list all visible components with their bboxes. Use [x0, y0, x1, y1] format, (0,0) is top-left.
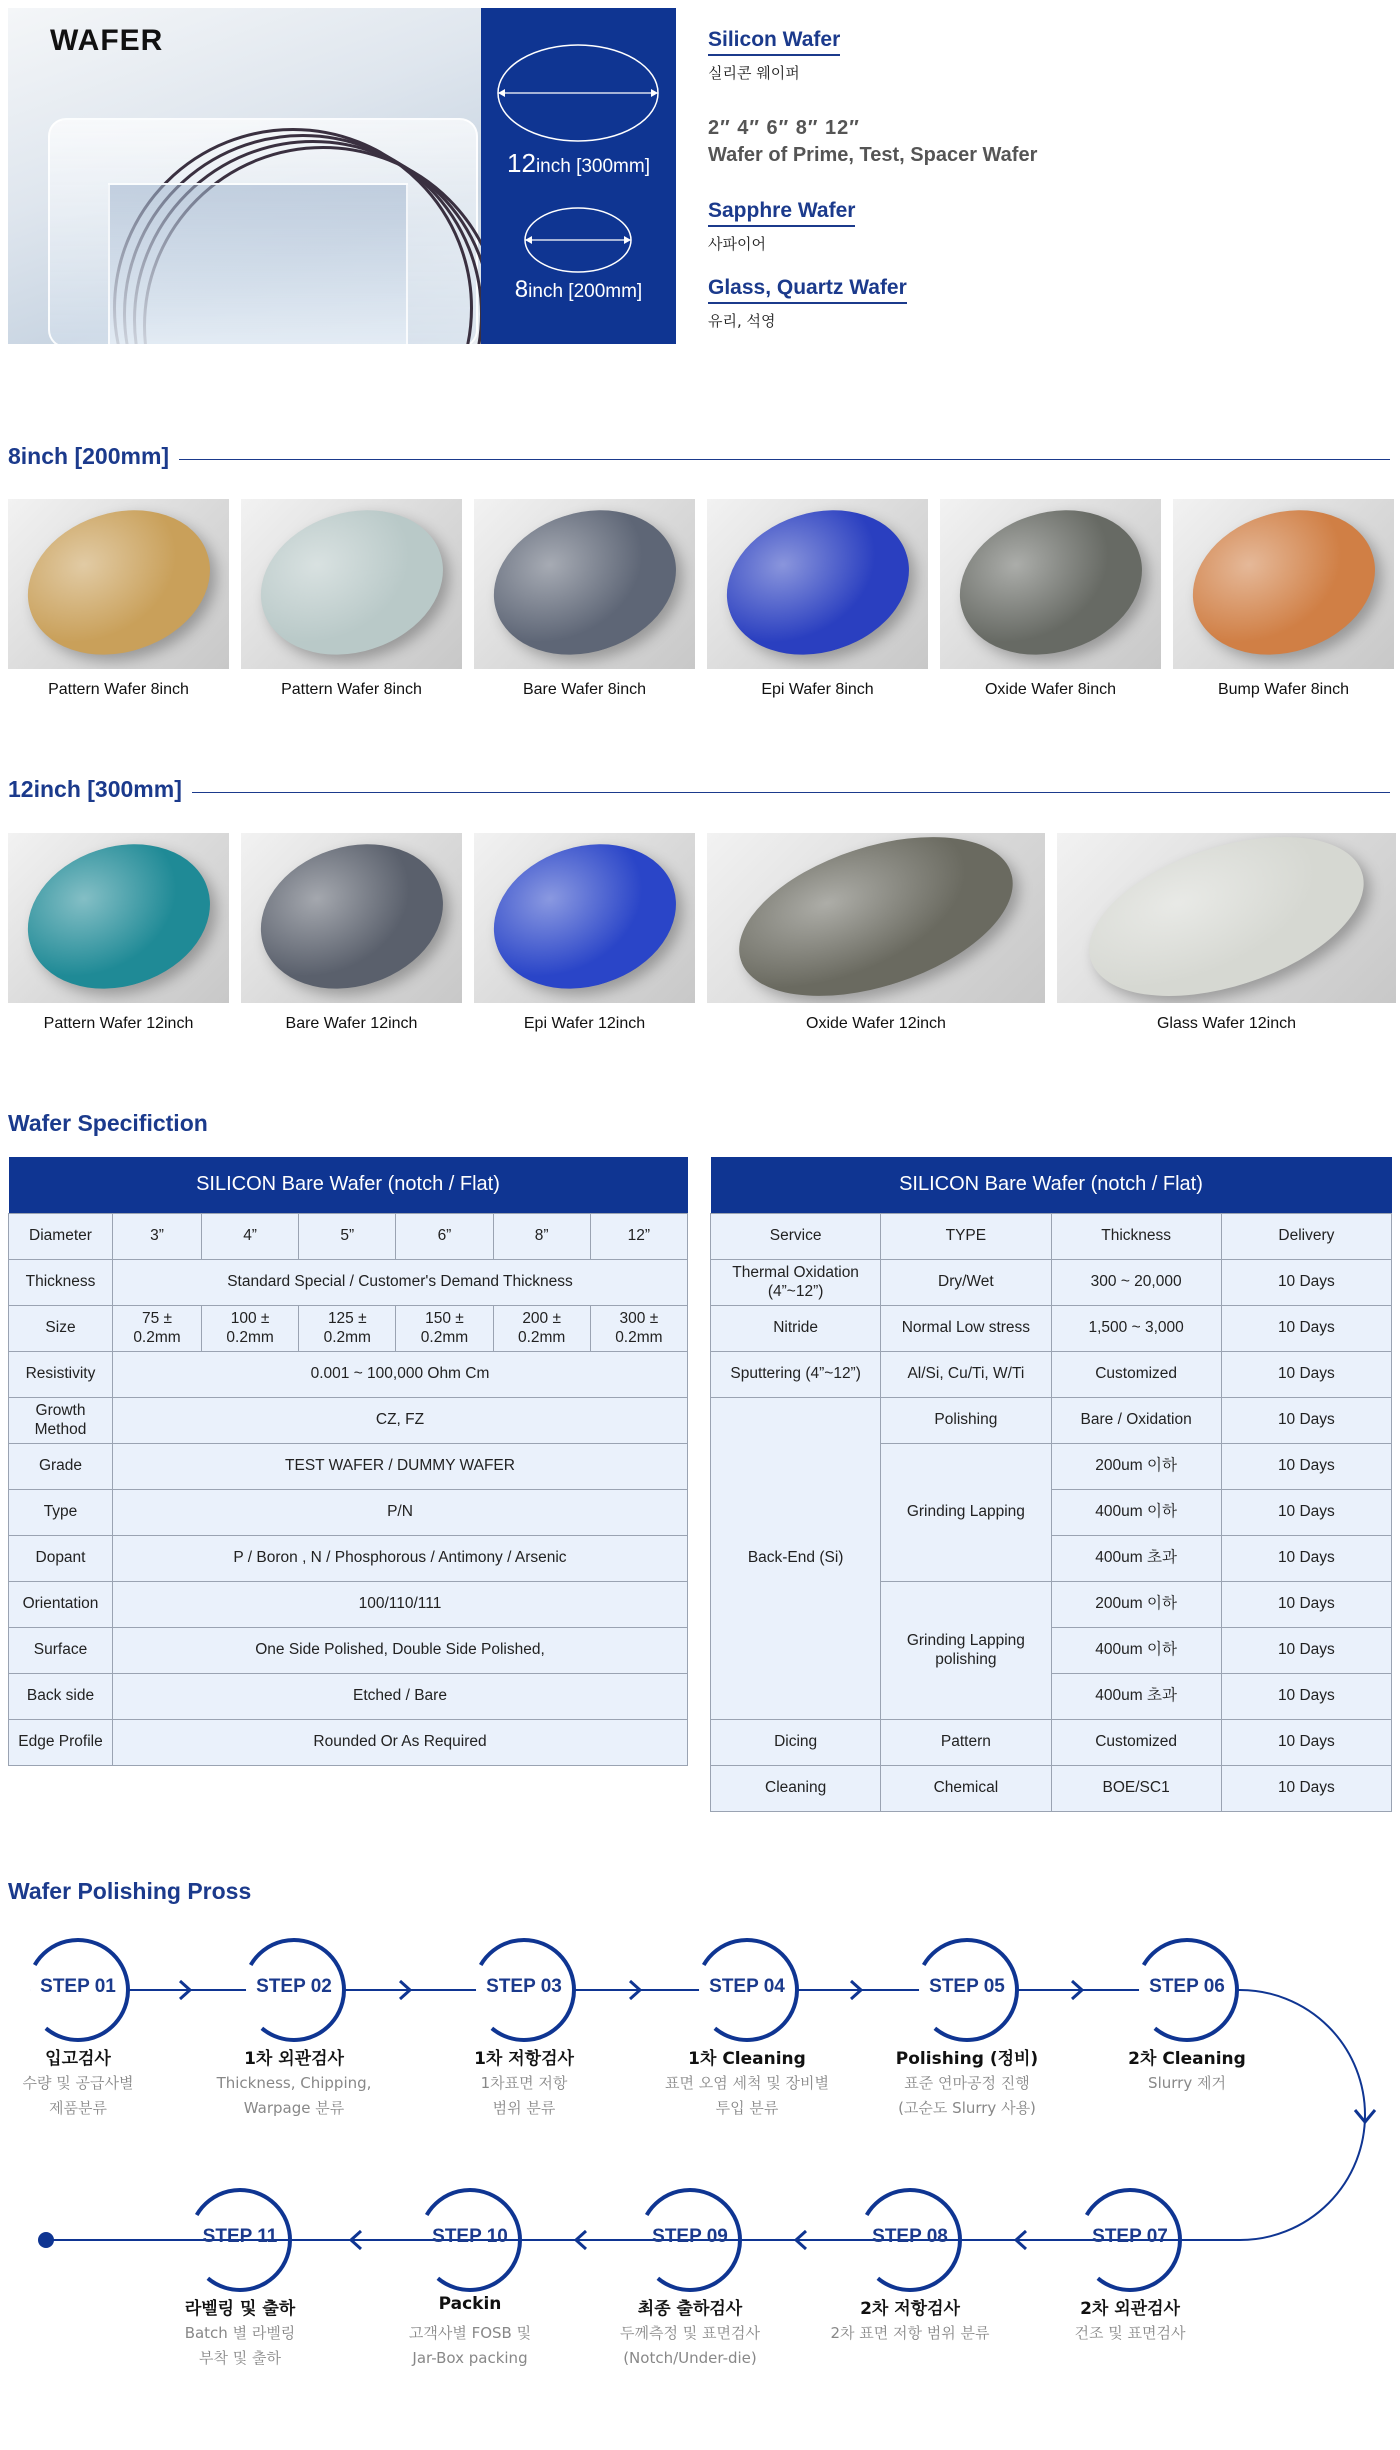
heading-rule — [179, 459, 1390, 460]
row-label: Size — [9, 1305, 113, 1351]
table-cell: Nitride — [711, 1305, 881, 1351]
wafer-tile — [8, 499, 229, 699]
table-cell: P / Boron , N / Phosphorous / Antimony / Arsenic — [113, 1535, 688, 1581]
wafer-caption: Oxide Wafer 8inch — [984, 681, 1116, 698]
product-subtitle: 유리, 석영 — [708, 312, 776, 330]
table-cell: 12” — [590, 1213, 687, 1259]
table-cell: 10 Days — [1221, 1397, 1391, 1443]
table-cell: Back-End (Si) — [711, 1397, 881, 1719]
wafer-image — [1057, 833, 1396, 1003]
flow-curve — [1240, 1990, 1365, 2240]
section-heading-12inch — [8, 776, 1390, 803]
column-header: Delivery — [1221, 1213, 1391, 1259]
table-row — [9, 1627, 688, 1673]
wafer-grades: Wafer of Prime, Test, Spacer Wafer — [708, 144, 1038, 166]
table-cell: Grinding Lapping — [881, 1443, 1051, 1581]
step-description: 부착 및 출하 — [199, 2349, 281, 2367]
wafer-tile — [474, 499, 695, 699]
step-number: STEP 02 — [256, 1976, 332, 1997]
step-number: STEP 03 — [486, 1976, 562, 1997]
table-cell: 1,500 ~ 3,000 — [1051, 1305, 1221, 1351]
step-number: STEP 07 — [1092, 2226, 1168, 2247]
step-number: STEP 01 — [40, 1976, 116, 1997]
wafer-image — [8, 833, 229, 1003]
product-subtitle: 실리콘 웨이퍼 — [708, 64, 800, 82]
step-number: STEP 08 — [872, 2226, 948, 2247]
table-row — [9, 1581, 688, 1627]
heading-rule — [192, 792, 1390, 793]
step-title: Polishing (정비) — [895, 2049, 1039, 2069]
table-cell: 400um 초과 — [1051, 1673, 1221, 1719]
wafer-disc — [1174, 499, 1394, 669]
product-title: Glass, Quartz Wafer — [708, 276, 907, 304]
section-title: 8inch [200mm] — [8, 443, 170, 469]
table-cell: 10 Days — [1221, 1351, 1391, 1397]
step-description: Jar-Box packing — [412, 2349, 528, 2367]
table-cell: 4” — [202, 1213, 299, 1259]
wafer-image — [241, 833, 462, 1003]
step-title: 입고검사 — [45, 2049, 111, 2069]
table-row — [711, 1259, 1392, 1305]
wafer-image — [1173, 499, 1394, 669]
table-row — [9, 1535, 688, 1581]
wafer-image — [8, 499, 229, 669]
table-cell: TEST WAFER / DUMMY WAFER — [113, 1443, 688, 1489]
table-cell: 100/110/111 — [113, 1581, 688, 1627]
table-cell: 400um 이하 — [1051, 1489, 1221, 1535]
step-description: 범위 분류 — [492, 2099, 556, 2117]
table-cell: 100 ± 0.2mm — [202, 1305, 299, 1351]
table-cell: One Side Polished, Double Side Polished, — [113, 1627, 688, 1673]
step-description: Batch 별 라벨링 — [184, 2324, 296, 2342]
step-number: STEP 04 — [709, 1976, 785, 1997]
wafer-image — [241, 499, 462, 669]
table-cell: Dry/Wet — [881, 1259, 1051, 1305]
spec-table-silicon — [8, 1157, 688, 1766]
row-label: Diameter — [9, 1213, 113, 1259]
step-title: 라벨링 및 출하 — [184, 2299, 296, 2319]
wafer-tile — [474, 833, 695, 1033]
table-row — [711, 1719, 1392, 1765]
step-description: (고순도 Slurry 사용) — [898, 2099, 1036, 2117]
table-cell: Normal Low stress — [881, 1305, 1051, 1351]
table-row — [9, 1673, 688, 1719]
table-cell: 400um 이하 — [1051, 1627, 1221, 1673]
step-number: STEP 11 — [202, 2226, 278, 2247]
step-description: 표준 연마공정 진행 — [904, 2074, 1030, 2092]
table-row — [711, 1397, 1392, 1443]
table-cell: 10 Days — [1221, 1305, 1391, 1351]
row-label: Surface — [9, 1627, 113, 1673]
table-cell: Customized — [1051, 1719, 1221, 1765]
wafer-caption: Epi Wafer 12inch — [523, 1015, 646, 1032]
step-number: STEP 06 — [1149, 1976, 1225, 1997]
table-cell: Al/Si, Cu/Ti, W/Ti — [881, 1351, 1051, 1397]
table-row — [9, 1351, 688, 1397]
row-label: Thickness — [9, 1259, 113, 1305]
column-header: Thickness — [1051, 1213, 1221, 1259]
section-title: 12inch [300mm] — [8, 776, 182, 802]
table-cell: Thermal Oxidation (4”~12”) — [711, 1259, 881, 1305]
table-cell: 0.001 ~ 100,000 Ohm Cm — [113, 1351, 688, 1397]
table-cell: Etched / Bare — [113, 1673, 688, 1719]
wafer-image — [707, 499, 928, 669]
table-cell: 200um 이하 — [1051, 1581, 1221, 1627]
size-panel — [481, 8, 676, 344]
wafer-caption: Pattern Wafer 8inch — [281, 681, 422, 698]
product-title: Sapphre Wafer — [708, 199, 855, 227]
wafer-disc — [9, 833, 229, 1003]
table-row — [711, 1765, 1392, 1811]
table-title: SILICON Bare Wafer (notch / Flat) — [9, 1157, 688, 1213]
table-cell: 6” — [396, 1213, 493, 1259]
wafer-tile — [241, 833, 462, 1033]
table-cell: Cleaning — [711, 1765, 881, 1811]
table-cell: 300 ± 0.2mm — [590, 1305, 687, 1351]
flow-end-dot — [38, 2232, 54, 2248]
wafer-sizes: 2″ 4″ 6″ 8″ 12″ — [708, 117, 860, 139]
table-cell: BOE/SC1 — [1051, 1765, 1221, 1811]
table-cell: 5” — [299, 1213, 396, 1259]
wafer-tile — [940, 499, 1161, 699]
row-label: Dopant — [9, 1535, 113, 1581]
section-title: Wafer Specifiction — [8, 1110, 208, 1136]
table-cell: 8” — [493, 1213, 590, 1259]
table-header-row — [711, 1213, 1392, 1259]
table-cell: Standard Special / Customer's Demand Thickness — [113, 1259, 688, 1305]
wafer-tile — [241, 499, 462, 699]
step-description: 투입 분류 — [715, 2099, 779, 2117]
step-number: STEP 10 — [432, 2226, 508, 2247]
row-label: Edge Profile — [9, 1719, 113, 1765]
step-title: Packin — [438, 2294, 502, 2314]
step-description: 수량 및 공급사별 — [22, 2074, 134, 2092]
step-description: (Notch/Under-die) — [623, 2349, 757, 2367]
hero-banner — [8, 8, 1398, 344]
step-description: Warpage 분류 — [243, 2099, 345, 2117]
wafer-rack-photo — [8, 8, 481, 344]
step-title: 최종 출하검사 — [637, 2299, 743, 2319]
table-row — [711, 1351, 1392, 1397]
table-row — [9, 1259, 688, 1305]
row-label: Type — [9, 1489, 113, 1535]
cassette-front — [108, 183, 408, 344]
step-number: STEP 05 — [929, 1976, 1005, 1997]
table-row — [9, 1305, 688, 1351]
table-cell: 10 Days — [1221, 1765, 1391, 1811]
step-description: Thickness, Chipping, — [216, 2074, 372, 2092]
step-number: STEP 09 — [652, 2226, 728, 2247]
table-cell: Customized — [1051, 1351, 1221, 1397]
row-label: Resistivity — [9, 1351, 113, 1397]
wafer-tile — [1173, 499, 1394, 699]
table-cell: P/N — [113, 1489, 688, 1535]
wafer-caption: Bump Wafer 8inch — [1217, 681, 1349, 698]
wafer-disc — [708, 499, 928, 669]
section-heading-spec — [8, 1110, 1390, 1137]
wafer-image — [940, 499, 1161, 669]
row-label: Grade — [9, 1443, 113, 1489]
wafer-disc — [475, 499, 695, 669]
table-cell: 10 Days — [1221, 1627, 1391, 1673]
table-cell: 75 ± 0.2mm — [113, 1305, 202, 1351]
row-label: Growth Method — [9, 1397, 113, 1443]
product-list — [708, 28, 1398, 331]
table-cell: 10 Days — [1221, 1719, 1391, 1765]
section-title: Wafer Polishing Pross — [8, 1878, 252, 1904]
step-title: 2차 Cleaning — [1128, 2049, 1246, 2069]
table-cell: 10 Days — [1221, 1535, 1391, 1581]
table-row — [9, 1213, 688, 1259]
step-title: 2차 외관검사 — [1080, 2299, 1180, 2319]
wafer-caption: Bare Wafer 12inch — [285, 1015, 418, 1032]
product-title: Silicon Wafer — [708, 28, 840, 56]
table-cell: Bare / Oxidation — [1051, 1397, 1221, 1443]
table-row — [9, 1397, 688, 1443]
table-cell: CZ, FZ — [113, 1397, 688, 1443]
wafer-disc — [242, 833, 462, 1003]
table-cell: Polishing — [881, 1397, 1051, 1443]
step-description: Slurry 제거 — [1148, 2074, 1226, 2092]
brand-logo: WAFER — [50, 24, 164, 57]
wafer-caption: Epi Wafer 8inch — [761, 681, 874, 698]
step-description: 고객사별 FOSB 및 — [408, 2324, 532, 2342]
product-silicon — [708, 28, 1398, 167]
section-heading-process — [8, 1878, 1390, 1905]
column-header: Service — [711, 1213, 881, 1259]
step-description: 표면 오염 세척 및 장비별 — [665, 2074, 829, 2092]
section-heading-8inch — [8, 443, 1390, 470]
table-cell: 10 Days — [1221, 1443, 1391, 1489]
table-cell: Rounded Or As Required — [113, 1719, 688, 1765]
table-row — [9, 1719, 688, 1765]
wafer-caption: Oxide Wafer 12inch — [806, 1015, 946, 1032]
step-title: 2차 저항검사 — [860, 2299, 960, 2319]
table-cell: Grinding Lapping polishing — [881, 1581, 1051, 1719]
table-cell: Pattern — [881, 1719, 1051, 1765]
row-label: Orientation — [9, 1581, 113, 1627]
table-cell: 200 ± 0.2mm — [493, 1305, 590, 1351]
step-title: 1차 Cleaning — [688, 2049, 806, 2069]
wafer-disc — [941, 499, 1161, 669]
table-cell: Sputtering (4”~12”) — [711, 1351, 881, 1397]
wafer-tile — [707, 499, 928, 699]
wafer-tile — [1057, 833, 1396, 1033]
size-label-12inch: 12inch [300mm] — [507, 148, 650, 178]
table-cell: 10 Days — [1221, 1489, 1391, 1535]
table-row — [711, 1305, 1392, 1351]
wafer-image — [707, 833, 1045, 1003]
table-cell: 200um 이하 — [1051, 1443, 1221, 1489]
step-description: 1차표면 저항 — [480, 2074, 568, 2092]
table-cell: 10 Days — [1221, 1673, 1391, 1719]
size-label-8inch: 8inch [200mm] — [514, 276, 643, 303]
product-sapphire — [708, 199, 1398, 254]
table-cell: 10 Days — [1221, 1581, 1391, 1627]
product-subtitle: 사파이어 — [708, 235, 766, 253]
spec-table-services — [710, 1157, 1392, 1812]
table-cell: 10 Days — [1221, 1259, 1391, 1305]
step-description: 건조 및 표면검사 — [1074, 2324, 1186, 2342]
step-title: 1차 외관검사 — [244, 2049, 344, 2069]
wafer-tile — [8, 833, 229, 1033]
table-row — [9, 1489, 688, 1535]
wafer-disc — [719, 833, 1032, 1003]
table-cell: 300 ~ 20,000 — [1051, 1259, 1221, 1305]
row-label: Back side — [9, 1673, 113, 1719]
table-cell: Dicing — [711, 1719, 881, 1765]
table-cell: 150 ± 0.2mm — [396, 1305, 493, 1351]
table-row — [9, 1443, 688, 1489]
wafer-caption: Bare Wafer 8inch — [522, 681, 646, 698]
step-description: 제품분류 — [49, 2099, 107, 2117]
table-cell: 125 ± 0.2mm — [299, 1305, 396, 1351]
product-glass — [708, 276, 1398, 331]
wafer-disc — [9, 499, 229, 669]
column-header: TYPE — [881, 1213, 1051, 1259]
wafer-caption: Pattern Wafer 12inch — [43, 1015, 194, 1032]
wafer-tile — [707, 833, 1045, 1033]
table-cell: Chemical — [881, 1765, 1051, 1811]
step-title: 1차 저항검사 — [474, 2049, 574, 2069]
table-cell: 3” — [113, 1213, 202, 1259]
wafer-caption: Glass Wafer 12inch — [1156, 1015, 1296, 1032]
wafer-disc — [1070, 833, 1384, 1003]
wafer-disc — [242, 499, 462, 669]
wafer-caption: Pattern Wafer 8inch — [48, 681, 189, 698]
wafer-image — [474, 499, 695, 669]
table-cell: 400um 초과 — [1051, 1535, 1221, 1581]
step-description: 2차 표면 저항 범위 분류 — [830, 2324, 990, 2342]
step-description: 두께측정 및 표면검사 — [620, 2324, 760, 2342]
wafer-image — [474, 833, 695, 1003]
wafer-disc — [475, 833, 695, 1003]
table-title: SILICON Bare Wafer (notch / Flat) — [711, 1157, 1392, 1213]
